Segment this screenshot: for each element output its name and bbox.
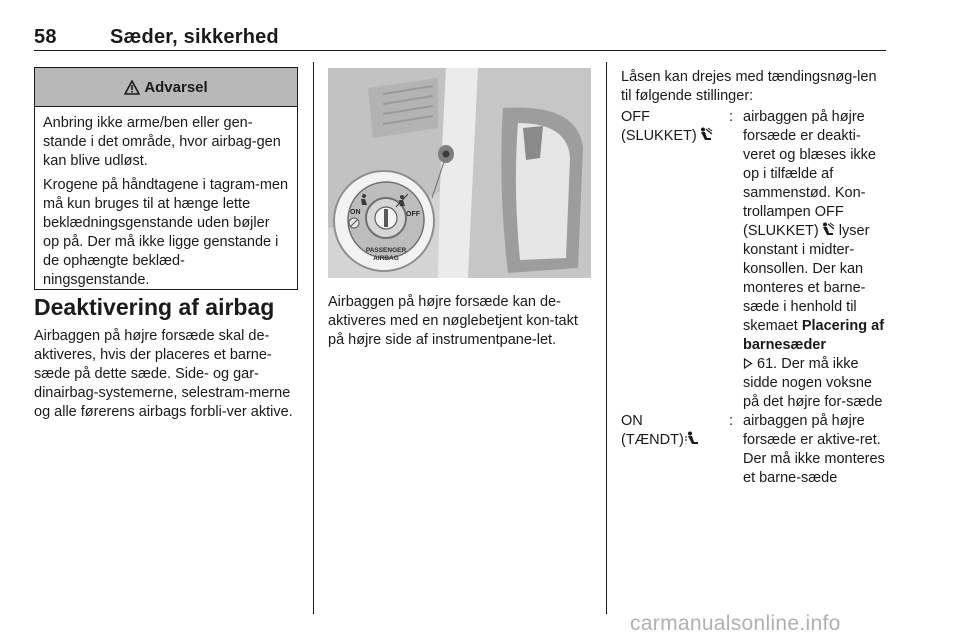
option-off-colon: : xyxy=(729,109,734,125)
option-off-desc-part3: . Der må ikke sidde nogen voksne på det højre for-sæde xyxy=(743,356,883,410)
option-off-desc-part2: lyser konstant i midter-konsollen. Der kan monteres et barne-sæde i henhold til skemaet xyxy=(743,223,870,334)
option-off-label xyxy=(621,108,734,146)
option-off-desc-part1: airbaggen på højre forsæde er deakti-veret og blæses ikke op i tilfælde af sammenstød. Kon-trollampen OFF (SLUKKET) xyxy=(743,109,876,239)
option-on xyxy=(621,412,889,512)
warning-box xyxy=(34,67,298,290)
warning-title: Advarsel xyxy=(144,78,208,96)
figure-caption: Airbaggen på højre forsæde kan de-aktiveres med en nøglebetjent kon-takt på højre side af instrumentpane-let. xyxy=(328,294,578,348)
option-off-label-line1: OFF xyxy=(621,109,650,125)
page-reference-number[interactable]: 61 xyxy=(757,356,774,372)
warning-header xyxy=(35,68,297,107)
page-header xyxy=(34,26,279,49)
airbag-off-icon xyxy=(697,127,713,142)
dashboard-illustration xyxy=(328,68,591,278)
option-on-label-line1: ON xyxy=(621,413,643,429)
option-on-description: airbaggen på højre forsæde er aktive-ret. Der må ikke monteres et barne-sæde xyxy=(743,413,885,486)
option-on-label xyxy=(621,412,734,450)
footer-watermark: carmanualsonline.info xyxy=(630,612,841,635)
section-body: Airbaggen på højre forsæde skal de-aktiveres, hvis der placeres et barne-sæde på dette sæde. Side- og gar-dinairbag-systemerne, selestram-merne og alle førerens airbags forbli-ver aktive. xyxy=(34,328,293,420)
warning-paragraph-2: Krogene på håndtagene i tagram-men må kun bruges til at hænge lette beklædningsgenstande uden bøjler op på. Der må ikke ligge genstande i de ophængte beklæd-ningsgenstande. xyxy=(43,177,289,288)
option-off xyxy=(621,108,889,408)
airbag-on-icon xyxy=(684,431,700,446)
warning-paragraph-1: Anbring ikke arme/ben eller gen-stande i det område, hvor airbag-gen kan blive udløst. xyxy=(43,115,281,169)
page-reference-arrow-icon xyxy=(743,358,753,369)
switch-text-passenger: PASSENGER xyxy=(365,247,407,254)
warning-triangle-icon xyxy=(124,80,140,95)
switch-label-on: ON xyxy=(350,209,361,216)
switch-label-off: OFF xyxy=(406,211,420,218)
section-title: Deaktivering af airbag xyxy=(34,294,275,320)
column-divider-left xyxy=(313,62,314,614)
option-on-colon: : xyxy=(729,413,734,429)
column-divider-right xyxy=(606,62,607,614)
page-title: Sæder, sikkerhed xyxy=(110,26,279,48)
child-seat-placement-link[interactable]: Placering af barnesæder xyxy=(743,318,885,353)
option-off-label-line2: (SLUKKET) xyxy=(621,128,697,144)
switch-text-airbag: AIRBAG xyxy=(373,255,399,262)
option-off-description xyxy=(743,108,889,412)
switch-positions-intro: Låsen kan drejes med tændingsnøg-len til følgende stillinger: xyxy=(621,69,877,104)
page-number: 58 xyxy=(34,26,57,48)
airbag-switch-figure xyxy=(328,68,591,278)
airbag-off-indicator-icon xyxy=(819,222,835,237)
header-rule xyxy=(34,50,886,51)
option-on-label-line2: (TÆNDT) xyxy=(621,432,684,448)
